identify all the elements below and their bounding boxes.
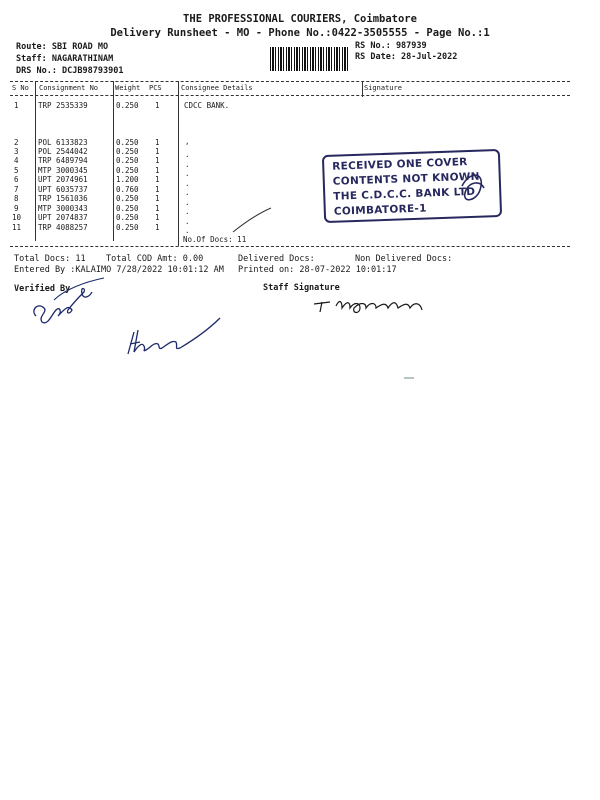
total-docs: Total Docs: 11 (14, 254, 86, 264)
document-subtitle: Delivery Runsheet - MO - Phone No.:0422-3505555 - Page No.:1 (110, 27, 490, 39)
row-weight: 0.250 (116, 101, 139, 110)
tick-mark: . (185, 198, 190, 207)
second-signature (128, 318, 220, 354)
row-sno: 2 (14, 138, 19, 147)
row-sno: 9 (14, 204, 19, 213)
row-weight: 1.200 (116, 175, 139, 184)
pen-stroke (233, 208, 271, 232)
row-consignment-no: POL 6133823 (38, 138, 88, 147)
no-of-docs: No.Of Docs: 11 (183, 235, 247, 244)
row-consignment-no: TRP 2535339 (38, 101, 88, 110)
row-consignment-no: MTP 3000345 (38, 166, 88, 175)
col-header-weight: Weight (115, 84, 141, 92)
row-weight: 0.250 (116, 138, 139, 147)
col-header-consignee: Consignee Details (181, 84, 253, 92)
verified-by-label: Verified By (14, 284, 71, 294)
tick-mark: . (185, 179, 190, 188)
row-pcs: 1 (155, 147, 160, 156)
route-label: Route: SBI ROAD MO (16, 42, 109, 52)
row-consignment-no: UPT 2074961 (38, 175, 88, 184)
row-sno: 8 (14, 194, 19, 203)
printed-on: Printed on: 28-07-2022 10:01:17 (238, 265, 397, 275)
row-weight: 0.250 (116, 147, 139, 156)
delivered-docs: Delivered Docs: (238, 254, 315, 264)
staff-signature-label: Staff Signature (263, 283, 340, 293)
col-header-pcs: PCS (149, 84, 162, 92)
row-pcs: 1 (155, 185, 160, 194)
row-weight: 0.250 (116, 223, 139, 232)
drs-number: DRS No.: DCJB98793901 (16, 66, 124, 76)
row-weight: 0.250 (116, 213, 139, 222)
row-sno: 1 (14, 101, 19, 110)
row-consignment-no: MTP 3000343 (38, 204, 88, 213)
entered-by: Entered By :KALAIMO 7/28/2022 10:01:12 AM (14, 265, 224, 275)
row-pcs: 1 (155, 138, 160, 147)
row-consignment-no: TRP 1561036 (38, 194, 88, 203)
row-sno: 6 (14, 175, 19, 184)
row-consignment-no: UPT 2074837 (38, 213, 88, 222)
row-weight: 0.250 (116, 166, 139, 175)
scan-speck (404, 377, 414, 379)
total-cod-amount: Total COD Amt: 0.00 (106, 254, 204, 264)
row-consignment-no: POL 2544042 (38, 147, 88, 156)
row-consignment-no: UPT 6035737 (38, 185, 88, 194)
row-pcs: 1 (155, 204, 160, 213)
row-sno: 4 (14, 156, 19, 165)
stamp-line: THE C.D.C.C. BANK LTD (333, 185, 476, 203)
tick-mark: . (185, 150, 190, 159)
col-header-sno: S No (12, 84, 29, 92)
tick-mark: . (185, 169, 190, 178)
tick-mark: , (185, 137, 190, 146)
row-pcs: 1 (155, 101, 160, 110)
row-pcs: 1 (155, 156, 160, 165)
row-weight: 0.250 (116, 204, 139, 213)
col-header-consignment: Consignment No (39, 84, 99, 92)
tick-mark: . (185, 226, 190, 235)
row-sno: 5 (14, 166, 19, 175)
tick-mark: . (185, 160, 190, 169)
row-weight: 0.760 (116, 185, 139, 194)
row-weight: 0.250 (116, 156, 139, 165)
row-weight: 0.250 (116, 194, 139, 203)
row-consignment-no: TRP 6489794 (38, 156, 88, 165)
stamp-line: RECEIVED ONE COVER (332, 156, 468, 173)
row-pcs: 1 (155, 223, 160, 232)
rs-date: RS Date: 28-Jul-2022 (355, 52, 458, 62)
row-sno: 7 (14, 185, 19, 194)
row-sno: 10 (12, 213, 22, 222)
staff-label: Staff: NAGARATHINAM (16, 54, 114, 64)
document-title: THE PROFESSIONAL COURIERS, Coimbatore (183, 13, 417, 25)
row-pcs: 1 (155, 175, 160, 184)
staff-signature-strokes (314, 302, 422, 313)
row-pcs: 1 (155, 194, 160, 203)
stamp-line: COIMBATORE-1 (333, 202, 427, 218)
tick-mark: . (185, 207, 190, 216)
row-consignment-no: TRP 4088257 (38, 223, 88, 232)
row-sno: 11 (12, 223, 22, 232)
stamp-line: CONTENTS NOT KNOWN (332, 170, 481, 188)
tick-mark: . (185, 217, 190, 226)
row-pcs: 1 (155, 213, 160, 222)
row-sno: 3 (14, 147, 19, 156)
rs-number: RS No.: 987939 (355, 41, 427, 51)
row-pcs: 1 (155, 166, 160, 175)
col-header-signature: Signature (364, 84, 402, 92)
stamp-initials (462, 175, 484, 200)
non-delivered-docs: Non Delivered Docs: (355, 254, 453, 264)
row-consignee: CDCC BANK. (184, 101, 230, 110)
tick-mark: . (185, 188, 190, 197)
